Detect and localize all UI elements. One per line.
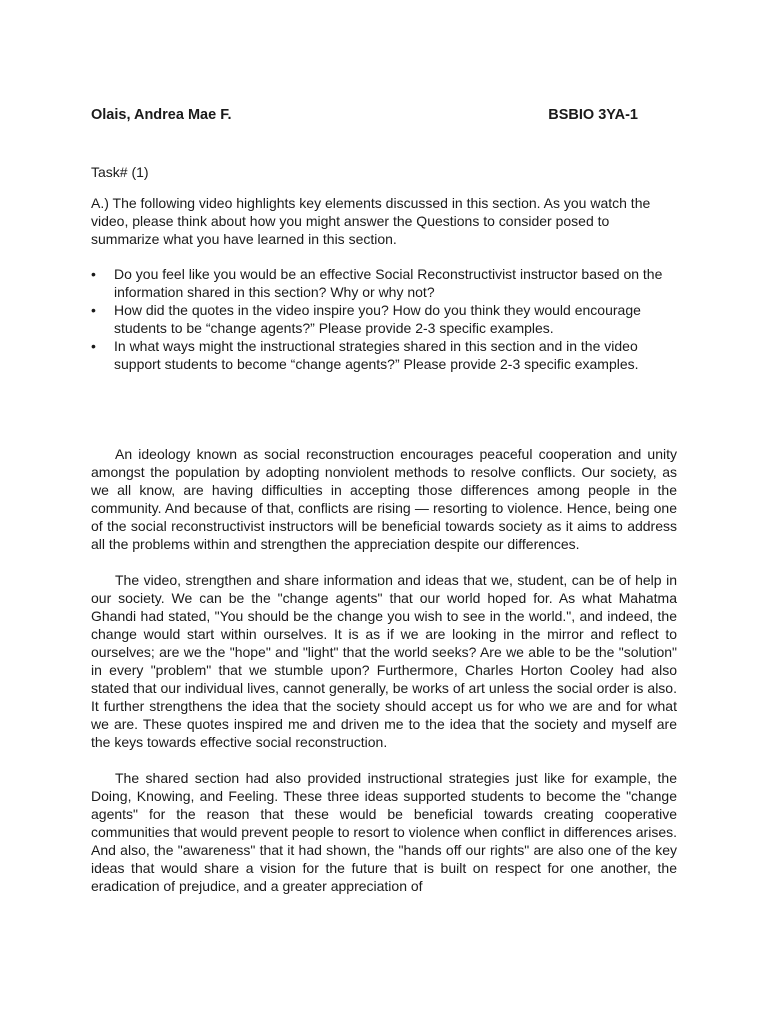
essay-body <box>91 445 677 913</box>
student-name: Olais, Andrea Mae F. <box>91 107 232 123</box>
list-item <box>91 337 681 373</box>
question-text: Do you feel like you would be an effective Social Reconstructivist instructor based on the information shared in this section? Why or why not? <box>114 266 663 300</box>
class-section: BSBIO 3YA-1 <box>548 107 638 123</box>
list-item <box>91 265 681 301</box>
question-text: In what ways might the instructional strategies shared in this section and in the video support students to become “change agents?” Please provide 2-3 specific examples. <box>114 338 639 372</box>
essay-paragraph: The shared section had also provided instructional strategies just like for example, the Doing, Knowing, and Feeling. These three ideas supported students to become the "change agents" for the reason that these would be beneficial towards creating cooperative communities that would prevent people to resort to violence when conflict in differences arises. And also, the "awareness" that it had shown, the "hands off our rights" are also one of the key ideas that would share a vision for the future that is built on respect for one another, the eradication of prejudice, and a greater appreciation of <box>91 770 677 894</box>
essay-paragraph: The video, strengthen and share information and ideas that we, student, can be of help in our society. We can be the "change agents" that our world hoped for. As what Mahatma Ghandi had stated, "You should be the change you wish to see in the world.", and indeed, the change would start within ourselves. It is as if we are looking in the mirror and reflect to ourselves; are we the "hope" and "light" that the world seeks? Are we able to be the "solution" in every "problem" that we stumble upon? Furthermore, Charles Horton Cooley had also stated that our individual lives, cannot generally, be works of art unless the social order is also. It further strengthens the idea that the society should accept us for who we are and for what we are. These quotes inspired me and driven me to the idea that the society and myself are the keys towards effective social reconstruction. <box>91 572 677 750</box>
essay-paragraph: An ideology known as social reconstruction encourages peaceful cooperation and unity amongst the population by adopting nonviolent methods to resolve conflicts. Our society, as we all know, are having difficulties in accepting those differences among people in the community. And because of that, conflicts are rising — resorting to violence. Hence, being one of the social reconstructivist instructors will be beneficial towards society as it aims to address all the problems within and strengthen the appreciation despite our differences. <box>91 446 677 552</box>
list-item <box>91 301 681 337</box>
intro-paragraph: A.) The following video highlights key elements discussed in this section. As you watch the video, please think about how you might answer the Questions to consider posed to summarize what you have learned in this section. <box>91 195 651 247</box>
bullet-icon: • <box>91 338 96 354</box>
question-text: How did the quotes in the video inspire you? How do you think they would encourage students to be “change agents?” Please provide 2-3 specific examples. <box>114 302 641 336</box>
bullet-icon: • <box>91 302 96 318</box>
document-header <box>91 106 638 124</box>
bullet-icon: • <box>91 266 96 282</box>
question-list <box>91 265 681 373</box>
task-label: Task# (1) <box>91 164 149 180</box>
